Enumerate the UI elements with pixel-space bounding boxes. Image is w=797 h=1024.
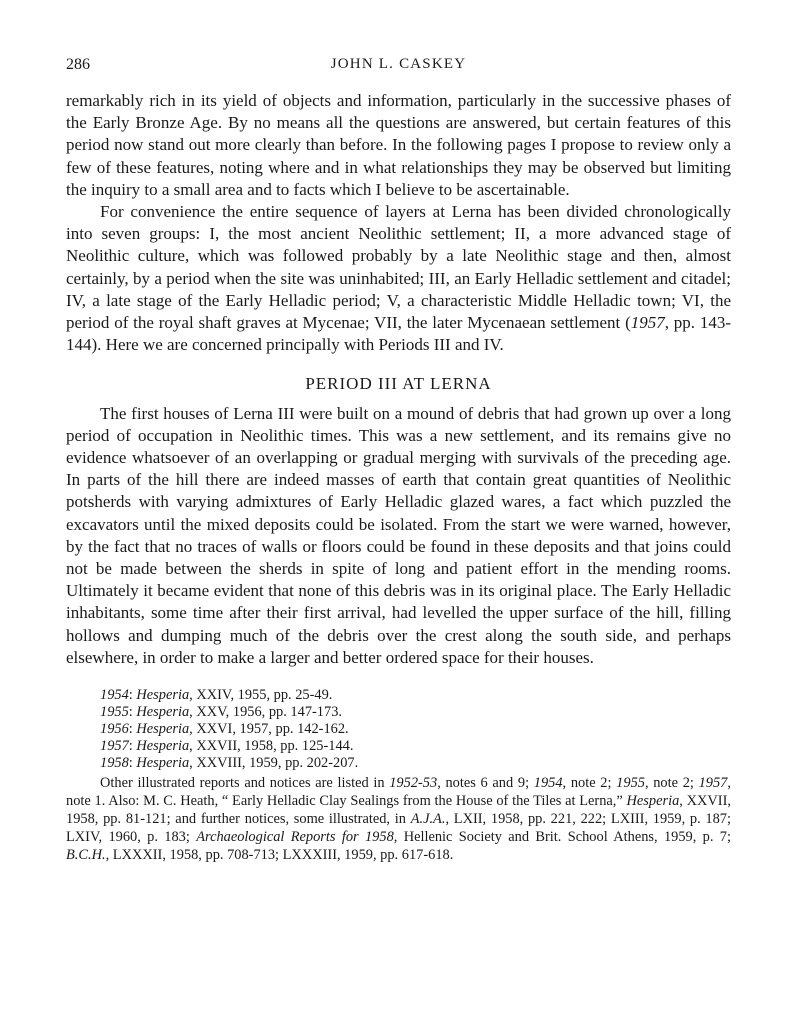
footnote-italic-segment: 1954 <box>533 775 563 792</box>
abbreviation-journal: Hesperia <box>136 738 190 755</box>
article-body <box>66 90 731 669</box>
footnote-italic-segment: B.C.H. <box>66 847 106 864</box>
abbreviation-journal: Hesperia <box>136 755 190 772</box>
footnote-italic-segment: A.J.A. <box>410 811 446 828</box>
footnote <box>66 774 731 864</box>
page-number: 286 <box>66 56 90 73</box>
abbreviation-list <box>66 687 731 772</box>
footnote-segment: , notes 6 and 9; <box>437 775 534 792</box>
abbreviation-entry: 1954: Hesperia, XXIV, 1955, pp. 25-49. <box>100 687 333 704</box>
abbreviation-entry: 1956: Hesperia, XXVI, 1957, pp. 142-162. <box>100 721 349 738</box>
paragraph-chronology <box>66 201 731 356</box>
abbreviation-year: 1955 <box>100 704 129 721</box>
abbreviation-entry: 1955: Hesperia, XXV, 1956, pp. 147-173. <box>100 704 342 721</box>
footnote-italic-segment: Archaeological Reports for 1958 <box>196 829 394 846</box>
abbreviation-ref: , XXV, 1956, pp. 147-173. <box>189 704 342 721</box>
abbreviation-year: 1958 <box>100 755 129 772</box>
abbreviation-year: 1954 <box>100 687 129 704</box>
running-head <box>66 56 731 80</box>
footnote-italic-segment: Hesperia <box>626 793 680 810</box>
footnote-segment: , note 2; <box>644 775 699 792</box>
abbreviation-ref: , XXIV, 1955, pp. 25-49. <box>189 687 333 704</box>
footnote-segment: , note 2; <box>562 775 617 792</box>
footnote-segment: , LXXXII, 1958, pp. 708-713; LXXXIII, 1959, pp. 617-618. <box>105 847 454 864</box>
paragraph-period-iii: The first houses of Lerna III were built on a mound of debris that had grown up over a long period of occupation in Neolithic times. This was a new settlement, and its remains give no evidence whatsoever of an overlapping or gradual merging with survivals of the preceding age. In parts of the hill there are indeed masses of earth that contain great quantities of Neolithic potsherds with varying admixtures of Early Helladic glazed wares, a fact which puzzled the excavators until the mixed deposits could be isolated. From the start we were warned, however, by the fact that no traces of walls or floors could be found in these deposits and that joins could not be made between the sherds in spite of long and patient effort in the mending rooms. Ultimately it became evident that none of this debris was in its original place. The Early Helladic inhabitants, some time after their first arrival, had levelled the upper surface of the hill, filling hollows and dumping much of the debris over the crest along the south side, and perhaps elsewhere, in order to make a larger and better ordered space for their houses. <box>66 403 731 667</box>
footnote-segment: , Hellenic Society and Brit. School Athens, 1959, p. 7; <box>393 829 731 846</box>
abbreviation-year: 1956 <box>100 721 129 738</box>
abbreviation-journal: Hesperia <box>136 704 190 721</box>
footnote-italic-segment: 1955 <box>616 775 645 792</box>
footnote-italic-segment: 1952-53 <box>389 775 438 792</box>
abbreviation-entry: 1958: Hesperia, XXVIII, 1959, pp. 202-207. <box>100 755 359 772</box>
footnote-segment: , LXII, 1958, pp. 221, 222; LXIII, 1959, p. 187; LXIV, 1960, p. 183; <box>66 811 731 846</box>
footnote-segment: , note 1. Also: M. C. Heath, “ Early Helladic Clay Sealings from the House of the Tiles at Lerna,” <box>66 775 731 810</box>
paragraph-chronology-text: For convenience the entire sequence of layers at Lerna has been divided chronologically into seven groups: I, the most ancient Neolithic settlement; II, a more advanced stage of Neolithic culture, which was followed probably by a late Neolithic stage and then, almost certainly, by a period when the site was uninhabited; III, an Early Helladic settlement and citadel; IV, a late stage of the Early Helladic period; V, a characteristic Middle Helladic town; VI, the period of the royal shaft graves at Mycenae; VII, the later Mycenaean settlement ( <box>66 202 731 333</box>
abbreviation-ref: , XXVI, 1957, pp. 142-162. <box>189 721 349 738</box>
running-title: JOHN L. CASKEY <box>330 56 467 72</box>
paragraph-continuation: remarkably rich in its yield of objects and information, particularly in the successive phases of the Early Bronze Age. By no means all the questions are answered, but certain features of this period now stand out more clearly than before. In the following pages I propose to review only a few of these features, noting where and in what relationships they may be observed but limiting the inquiry to a small area and to facts which I believe to be ascertainable. <box>66 91 731 199</box>
abbreviation-journal: Hesperia <box>136 687 190 704</box>
abbreviation-entry: 1957: Hesperia, XXVII, 1958, pp. 125-144. <box>100 738 354 755</box>
footnote-italic-segment: 1957 <box>698 775 728 792</box>
paragraph-chronology-end: , pp. 143-144). Here we are concerned principally with Periods III and IV. <box>66 313 731 355</box>
citation-year: 1957 <box>630 313 665 333</box>
abbreviation-ref: , XXVIII, 1959, pp. 202-207. <box>189 755 359 772</box>
footnote-segment: , XXVII, 1958, pp. 81-121; and further notices, some illustrated, in <box>66 793 731 828</box>
abbreviation-ref: , XXVII, 1958, pp. 125-144. <box>189 738 354 755</box>
section-heading: PERIOD III AT LERNA <box>305 374 492 394</box>
abbreviation-year: 1957 <box>100 738 129 755</box>
abbreviation-journal: Hesperia <box>136 721 190 738</box>
footnote-segment: Other illustrated reports and notices are listed in <box>100 775 390 792</box>
